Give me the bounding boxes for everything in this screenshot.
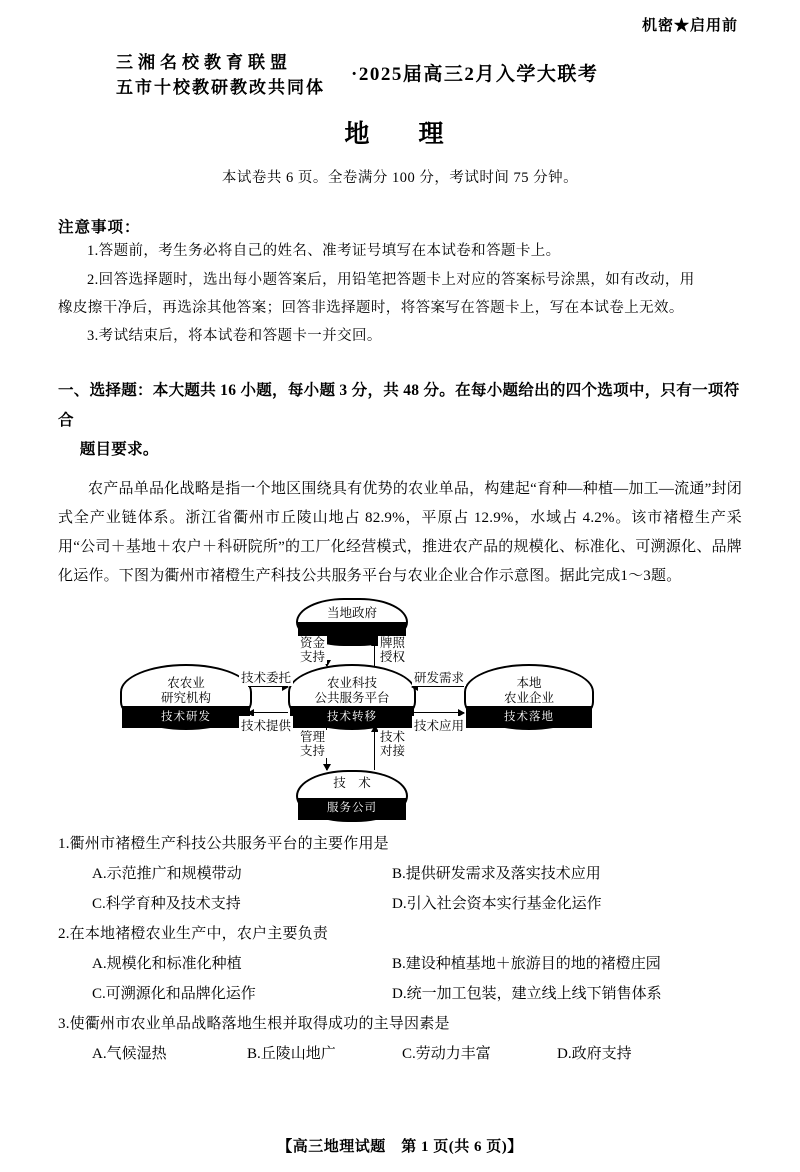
page-footer: 【高三地理试题 第 1 页(共 6 页)】	[277, 1139, 523, 1155]
diagram-node-enterprise	[464, 664, 594, 730]
option-a[interactable]: A.示范推广和规模带动	[92, 865, 242, 882]
subject-title: 地 理	[344, 121, 456, 149]
exam-info: 本试卷共 6 页。全卷满分 100 分，考试时间 75 分钟。	[221, 170, 579, 187]
notice-item: 1.答题前，考生务必将自己的姓名、准考证号填写在本试卷和答题卡上。	[87, 243, 561, 260]
node-label-research-institute: 农农业 研究机构	[160, 675, 211, 706]
exam-name: ·2025届高三2月入学大联考	[351, 64, 599, 86]
notice-item: 橡皮擦干净后，再选涂其他答案；回答非选择题时，将答案写在答题卡上，写在本试卷上无效。	[58, 299, 684, 316]
organization-line-1: 三湘名校教育联盟	[116, 53, 292, 72]
option-d[interactable]: D.引入社会资本实行基金化运作	[392, 895, 602, 912]
question-number: 3.	[58, 1015, 70, 1032]
option-c[interactable]: C.可溯源化和品牌化运作	[92, 985, 256, 1002]
conn-label-tech-dock: 技术 对接	[380, 729, 406, 759]
option-b[interactable]: B.丘陵山地广	[247, 1045, 336, 1062]
node-label-service-company: 技 术	[333, 775, 371, 790]
option-b[interactable]: B.提供研发需求及落实技术应用	[392, 865, 601, 882]
question-list	[58, 829, 742, 1069]
section-title-line-1: 一、选择题：本大题共 16 小题，每小题 3 分，共 48 分。在每小题给出的四个选项中，只有一项符合	[58, 382, 740, 429]
question-number: 1.	[58, 835, 70, 852]
question-text: 使衢州市农业单品战略落地生根并取得成功的主导因素是	[69, 1015, 450, 1032]
conn-label-rd-demand: 研发需求	[412, 668, 466, 686]
organization-line-2: 五市十校教研教改共同体	[116, 77, 325, 97]
conn-label-license: 牌照 授权	[380, 635, 406, 665]
exam-header	[58, 51, 742, 100]
option-a[interactable]: A.气候湿热	[92, 1045, 167, 1062]
question-item	[58, 1009, 742, 1069]
option-row	[58, 1039, 742, 1069]
arrow-service-to-platform	[374, 726, 375, 770]
secret-notice: 机密★启用前	[641, 18, 738, 34]
option-a[interactable]: A.规模化和标准化种植	[92, 955, 242, 972]
conn-label-tech-provide: 技术提供	[239, 716, 293, 734]
node-label-government: 当地政府	[326, 605, 377, 620]
arrow-research-to-platform	[248, 686, 288, 687]
option-c[interactable]: C.科学育种及技术支持	[92, 895, 241, 912]
question-stem	[58, 1009, 742, 1039]
diagram-node-research-institute	[120, 664, 252, 730]
conn-label-fund-support: 资金 支持	[300, 635, 326, 665]
question-stem	[58, 829, 742, 859]
node-base-label-platform: 技术转移	[327, 711, 377, 724]
node-base-label-service-company: 服务公司	[327, 802, 377, 815]
question-item	[58, 829, 742, 919]
option-d[interactable]: D.政府支持	[557, 1045, 632, 1062]
conn-label-manage-support: 管理 支持	[300, 729, 326, 759]
conn-label-tech-entrust: 技术委托	[239, 668, 293, 686]
arrow-platform-to-research	[248, 712, 288, 713]
arrow-platform-to-enterprise	[412, 712, 464, 713]
node-base-label-enterprise: 技术落地	[504, 711, 554, 724]
section-title-line-2: 题目要求。	[79, 441, 159, 459]
node-base-label-research-institute: 技术研发	[161, 711, 211, 724]
notice-item: 2.回答选择题时，选出每小题答案后，用铅笔把答题卡上对应的答案标号涂黑，如有改动，用	[87, 271, 695, 288]
question-stem	[58, 919, 742, 949]
passage-text: 农产品单品化战略是指一个地区围绕具有优势的农业单品，构建起“育种—种植—加工—流通”封闭式全产业链体系。浙江省衢州市丘陵山地占 82.9%，平原占 12.9%，水域占 4.2%。该市褚橙生产采用“公司＋基地＋农户＋科研院所”的工厂化经营模式，推进农产品的规模化、标准化、可溯源化、品牌化运作。下图为衢州市褚橙生产科技公共服务平台与农业企业合作示意图。据此完成1～3题。	[58, 480, 742, 585]
node-label-platform: 农业科技 公共服务平台	[314, 675, 390, 706]
node-label-enterprise: 本地 农业企业	[503, 675, 554, 706]
option-row	[58, 859, 742, 889]
notice-item: 3.考试结束后，将本试卷和答题卡一并交回。	[87, 328, 382, 345]
cooperation-diagram	[120, 598, 680, 823]
option-row	[58, 979, 742, 1009]
question-text: 在本地褚橙农业生产中，农户主要负责	[69, 925, 329, 942]
arrow-enterprise-to-platform	[412, 686, 464, 687]
figure-container	[58, 598, 742, 823]
question-text: 衢州市褚橙生产科技公共服务平台的主要作用是	[69, 835, 389, 852]
conn-label-tech-apply: 技术应用	[412, 716, 466, 734]
section-title	[58, 376, 742, 464]
notice-title: 注意事项：	[58, 219, 141, 237]
organization-name	[116, 51, 325, 100]
diagram-node-service-company	[296, 770, 408, 822]
question-item	[58, 919, 742, 1009]
option-b[interactable]: B.建设种植基地＋旅游目的地的褚橙庄园	[392, 955, 661, 972]
option-row	[58, 889, 742, 919]
diagram-node-platform	[288, 664, 416, 730]
option-d[interactable]: D.统一加工包装，建立线上线下销售体系	[392, 985, 662, 1002]
option-row	[58, 949, 742, 979]
option-c[interactable]: C.劳动力丰富	[402, 1045, 491, 1062]
question-number: 2.	[58, 925, 70, 942]
arrow-platform-to-government	[374, 640, 375, 666]
